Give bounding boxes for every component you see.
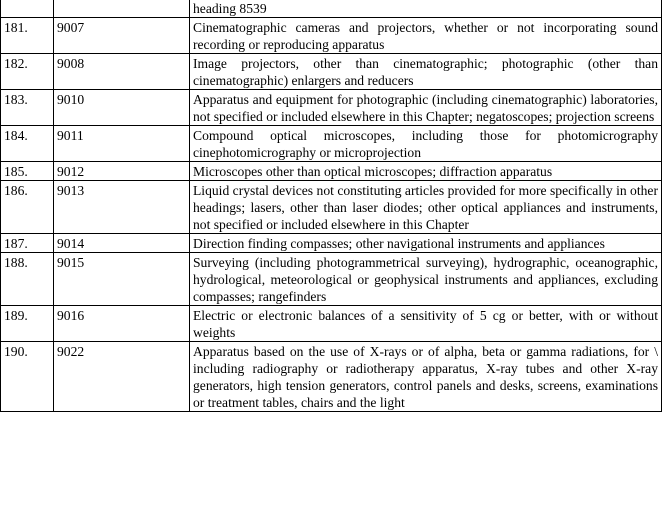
item-description: Electric or electronic balances of a sensitivity of 5 cg or better, with or without weights xyxy=(190,306,662,342)
serial-number: 182. xyxy=(1,54,54,90)
serial-number: 187. xyxy=(1,234,54,253)
table-row xyxy=(1,90,662,126)
heading-code: 9022 xyxy=(54,342,190,412)
table-row xyxy=(1,54,662,90)
item-description: heading 8539 xyxy=(190,0,662,18)
heading-code: 9008 xyxy=(54,54,190,90)
serial-number: 189. xyxy=(1,306,54,342)
table-row xyxy=(1,342,662,412)
heading-code: 9010 xyxy=(54,90,190,126)
table-row xyxy=(1,0,662,18)
item-description: Microscopes other than optical microscopes; diffraction apparatus xyxy=(190,162,662,181)
item-description: Apparatus and equipment for photographic (including cinematographic) laboratories, not specified or included elsewhere in this Chapter; negatoscopes; projection screens xyxy=(190,90,662,126)
serial-number: 181. xyxy=(1,18,54,54)
serial-number: 190. xyxy=(1,342,54,412)
table-row xyxy=(1,253,662,306)
item-description: Image projectors, other than cinematographic; photographic (other than cinematographic) enlargers and reducers xyxy=(190,54,662,90)
table-row xyxy=(1,306,662,342)
table-row xyxy=(1,18,662,54)
table-row xyxy=(1,234,662,253)
item-description: Liquid crystal devices not constituting articles provided for more specifically in other headings; lasers, other than laser diodes; other optical appliances and instruments, not specified or included elsewhere in this Chapter xyxy=(190,181,662,234)
heading-code: 9012 xyxy=(54,162,190,181)
item-description: Direction finding compasses; other navigational instruments and appliances xyxy=(190,234,662,253)
serial-number: 184. xyxy=(1,126,54,162)
item-description: Surveying (including photogrammetrical surveying), hydrographic, oceanographic, hydrological, meteorological or geophysical instruments and appliances, excluding compasses; rangefinders xyxy=(190,253,662,306)
heading-code: 9007 xyxy=(54,18,190,54)
serial-number: 185. xyxy=(1,162,54,181)
heading-code: 9011 xyxy=(54,126,190,162)
heading-code: 9015 xyxy=(54,253,190,306)
serial-number: 183. xyxy=(1,90,54,126)
table-row xyxy=(1,181,662,234)
heading-code: 9014 xyxy=(54,234,190,253)
item-description: Compound optical microscopes, including those for photomicrography cinephotomicrography or microprojection xyxy=(190,126,662,162)
heading-code: 9013 xyxy=(54,181,190,234)
serial-number: 188. xyxy=(1,253,54,306)
heading-code xyxy=(54,0,190,18)
heading-code: 9016 xyxy=(54,306,190,342)
serial-number xyxy=(1,0,54,18)
table-row xyxy=(1,162,662,181)
item-description: Cinematographic cameras and projectors, whether or not incorporating sound recording or reproducing apparatus xyxy=(190,18,662,54)
table-row xyxy=(1,126,662,162)
serial-number: 186. xyxy=(1,181,54,234)
item-description: Apparatus based on the use of X-rays or of alpha, beta or gamma radiations, for \ including radiography or radiotherapy apparatus, X-ray tubes and other X-ray generators, high tension generators, control panels and desks, screens, examinations or treatment tables, chairs and the light xyxy=(190,342,662,412)
